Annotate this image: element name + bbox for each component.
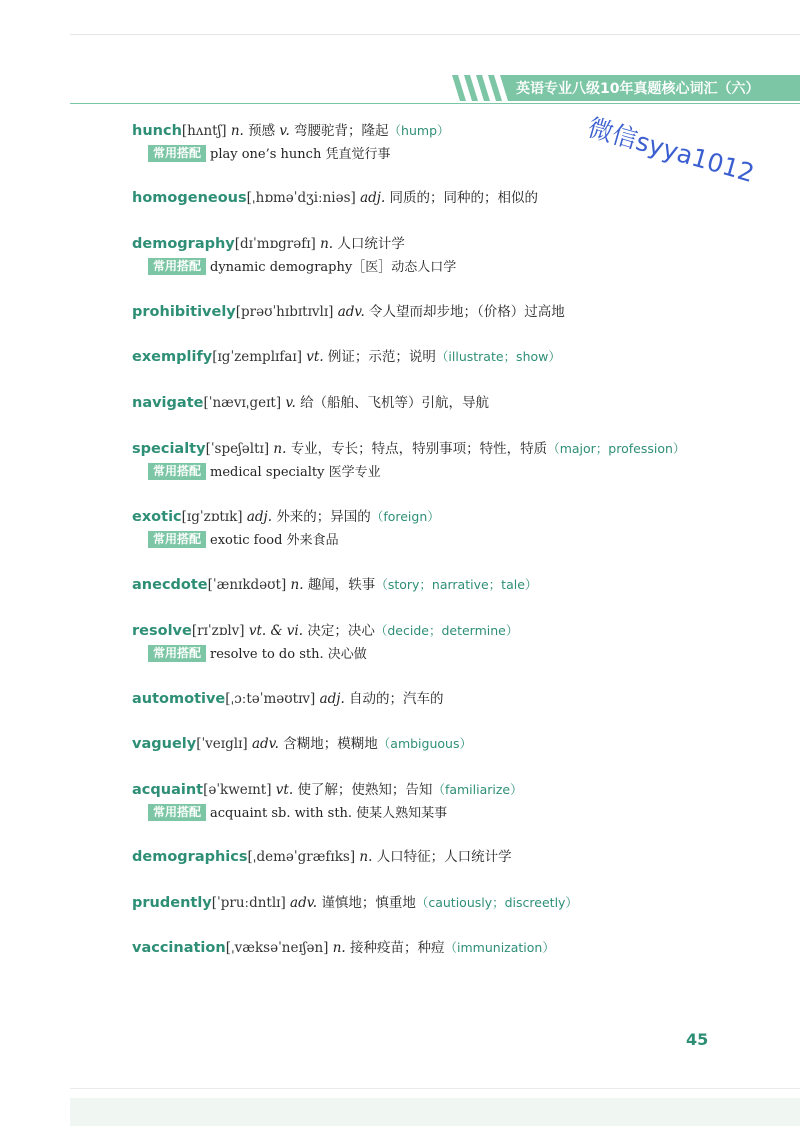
synonyms: （decide；determine） — [374, 623, 519, 638]
headword: exotic — [132, 509, 182, 525]
section-header — [450, 75, 800, 101]
vocab-entry — [132, 688, 752, 710]
definition: 外来的；异国的 — [276, 509, 371, 525]
part-of-speech: adj. — [360, 190, 386, 206]
vocab-entry — [132, 392, 752, 414]
definition: 趣闻，轶事 — [307, 577, 376, 593]
part-of-speech: n. — [332, 940, 346, 956]
headword: automotive — [132, 691, 226, 707]
collocation-badge: 常用搭配 — [148, 463, 206, 480]
definition: 含糊地；模糊地 — [283, 736, 378, 752]
part-of-speech: n. — [230, 123, 244, 139]
headword: vaguely — [132, 736, 197, 752]
collocation-text: resolve to do sth. 决心做 — [210, 647, 367, 662]
headword: demography — [132, 236, 235, 252]
collocation-badge: 常用搭配 — [148, 258, 206, 275]
part-of-speech: v. — [285, 395, 296, 411]
phonetic: [ˌhɒməˈdʒiːniəs] — [246, 190, 356, 206]
top-rule — [70, 34, 800, 35]
headword: prudently — [132, 895, 212, 911]
vocab-entry — [132, 120, 752, 166]
part-of-speech: vt. — [306, 349, 324, 365]
stripes-decoration — [450, 75, 510, 101]
collocation-text: play one’s hunch 凭直觉行事 — [210, 147, 391, 162]
definition: 令人望而却步地；（价格）过高地 — [369, 304, 565, 320]
vocab-entry — [132, 346, 752, 368]
collocation-text: acquaint sb. with sth. 使某人熟知某事 — [210, 806, 448, 821]
vocab-entry — [132, 233, 752, 279]
vocab-entry — [132, 438, 752, 484]
vocab-entry — [132, 187, 752, 209]
part-of-speech: vt. — [275, 782, 294, 798]
watermark: 微信syya1012 — [584, 112, 758, 188]
part-of-speech: adv. — [251, 736, 279, 752]
headword: anecdote — [132, 577, 208, 593]
phonetic: [əˈkweɪnt] — [203, 782, 272, 798]
vocab-entry — [132, 846, 752, 868]
collocation-badge: 常用搭配 — [148, 531, 206, 548]
definition: 预感 — [248, 123, 276, 139]
headword: hunch — [132, 123, 182, 139]
collocation-badge: 常用搭配 — [148, 145, 206, 162]
headword: vaccination — [132, 940, 226, 956]
part-of-speech: adv. — [290, 895, 318, 911]
synonyms: （major；profession） — [547, 441, 686, 456]
part-of-speech: vt. & vi. — [248, 623, 304, 639]
phonetic: [rɪˈzɒlv] — [191, 623, 245, 639]
definition: 接种疫苗；种痘 — [350, 940, 445, 956]
headword: prohibitively — [132, 304, 236, 320]
phonetic: [hʌntʃ] — [181, 123, 227, 139]
synonyms: （cautiously；discreetly） — [415, 895, 578, 910]
definition: 给（船舶、飞机等）引航，导航 — [300, 395, 490, 411]
collocation-text: exotic food 外来食品 — [210, 533, 339, 548]
headword: demographics — [132, 849, 248, 865]
definition: 自动的；汽车的 — [349, 691, 444, 707]
synonyms: （ambiguous） — [377, 736, 472, 751]
definition: 例证；示范；说明 — [327, 349, 436, 365]
collocation-badge: 常用搭配 — [148, 804, 206, 821]
phonetic: [dɪˈmɒgrəfɪ] — [234, 236, 316, 252]
phonetic: [ˈpruːdntlɪ] — [211, 895, 286, 911]
phonetic: [prəʊˈhɪbɪtɪvlɪ] — [235, 304, 334, 320]
vocab-entry — [132, 506, 752, 552]
part-of-speech: n. — [320, 236, 334, 252]
definition: 专业，专长；特点，特别事项；特性，特质 — [290, 441, 548, 457]
vocab-entry — [132, 937, 752, 959]
synonyms: （familiarize） — [432, 782, 523, 797]
vocab-entry — [132, 620, 752, 666]
phonetic: [ˈnævɪˌgeɪt] — [203, 395, 282, 411]
phonetic: [ˌɔːtəˈməʊtɪv] — [225, 691, 316, 707]
phonetic: [ɪgˈzɒtɪk] — [181, 509, 243, 525]
headword: acquaint — [132, 782, 204, 798]
headword: navigate — [132, 395, 204, 411]
collocation-text: dynamic demography［医］动态人口学 — [210, 260, 457, 275]
vocab-entry — [132, 779, 752, 825]
definition: 谨慎地；慎重地 — [321, 895, 416, 911]
synonyms: （illustrate；show） — [435, 349, 561, 364]
footer-band — [70, 1098, 800, 1126]
headword: exemplify — [132, 349, 213, 365]
definition: 决定；决心 — [307, 623, 375, 639]
part-of-speech: n. — [359, 849, 373, 865]
phonetic: [ˈænɪkdəʊt] — [207, 577, 287, 593]
vocab-entry — [132, 892, 752, 914]
phonetic: [ˌdeməˈgræfɪks] — [247, 849, 356, 865]
vocab-entry — [132, 301, 752, 323]
definition: 使了解；使熟知；告知 — [297, 782, 433, 798]
headword: resolve — [132, 623, 192, 639]
definition: 弯腰驼背；隆起 — [294, 123, 389, 139]
synonyms: （story；narrative；tale） — [375, 577, 538, 592]
headword: specialty — [132, 441, 206, 457]
part-of-speech: n. — [290, 577, 304, 593]
part-of-speech: adj. — [319, 691, 345, 707]
phonetic: [ˈspeʃəltɪ] — [205, 441, 270, 457]
phonetic: [ˌvæksəˈneɪʃən] — [225, 940, 329, 956]
definition: 人口特征；人口统计学 — [376, 849, 512, 865]
bottom-rule — [70, 1088, 800, 1089]
synonyms: （immunization） — [444, 940, 555, 955]
synonyms: （foreign） — [370, 509, 440, 524]
part-of-speech: n. — [273, 441, 287, 457]
header-rule — [70, 103, 800, 104]
vocab-entry — [132, 733, 752, 755]
collocation-text: medical specialty 医学专业 — [210, 465, 381, 480]
part-of-speech: adj. — [246, 509, 273, 525]
definition: 人口统计学 — [337, 236, 405, 252]
synonyms: （hump） — [388, 123, 450, 138]
page-number: 45 — [686, 1030, 709, 1049]
vocab-entry — [132, 574, 752, 596]
collocation-badge: 常用搭配 — [148, 645, 206, 662]
part-of-speech: adv. — [337, 304, 365, 320]
phonetic: [ˈveɪglɪ] — [196, 736, 248, 752]
part-of-speech: v. — [279, 123, 290, 139]
phonetic: [ɪgˈzemplɪfaɪ] — [212, 349, 302, 365]
header-title: 英语专业八级10年真题核心词汇（六） — [516, 81, 760, 97]
headword: homogeneous — [132, 190, 247, 206]
definition: 同质的；同种的；相似的 — [389, 190, 539, 206]
